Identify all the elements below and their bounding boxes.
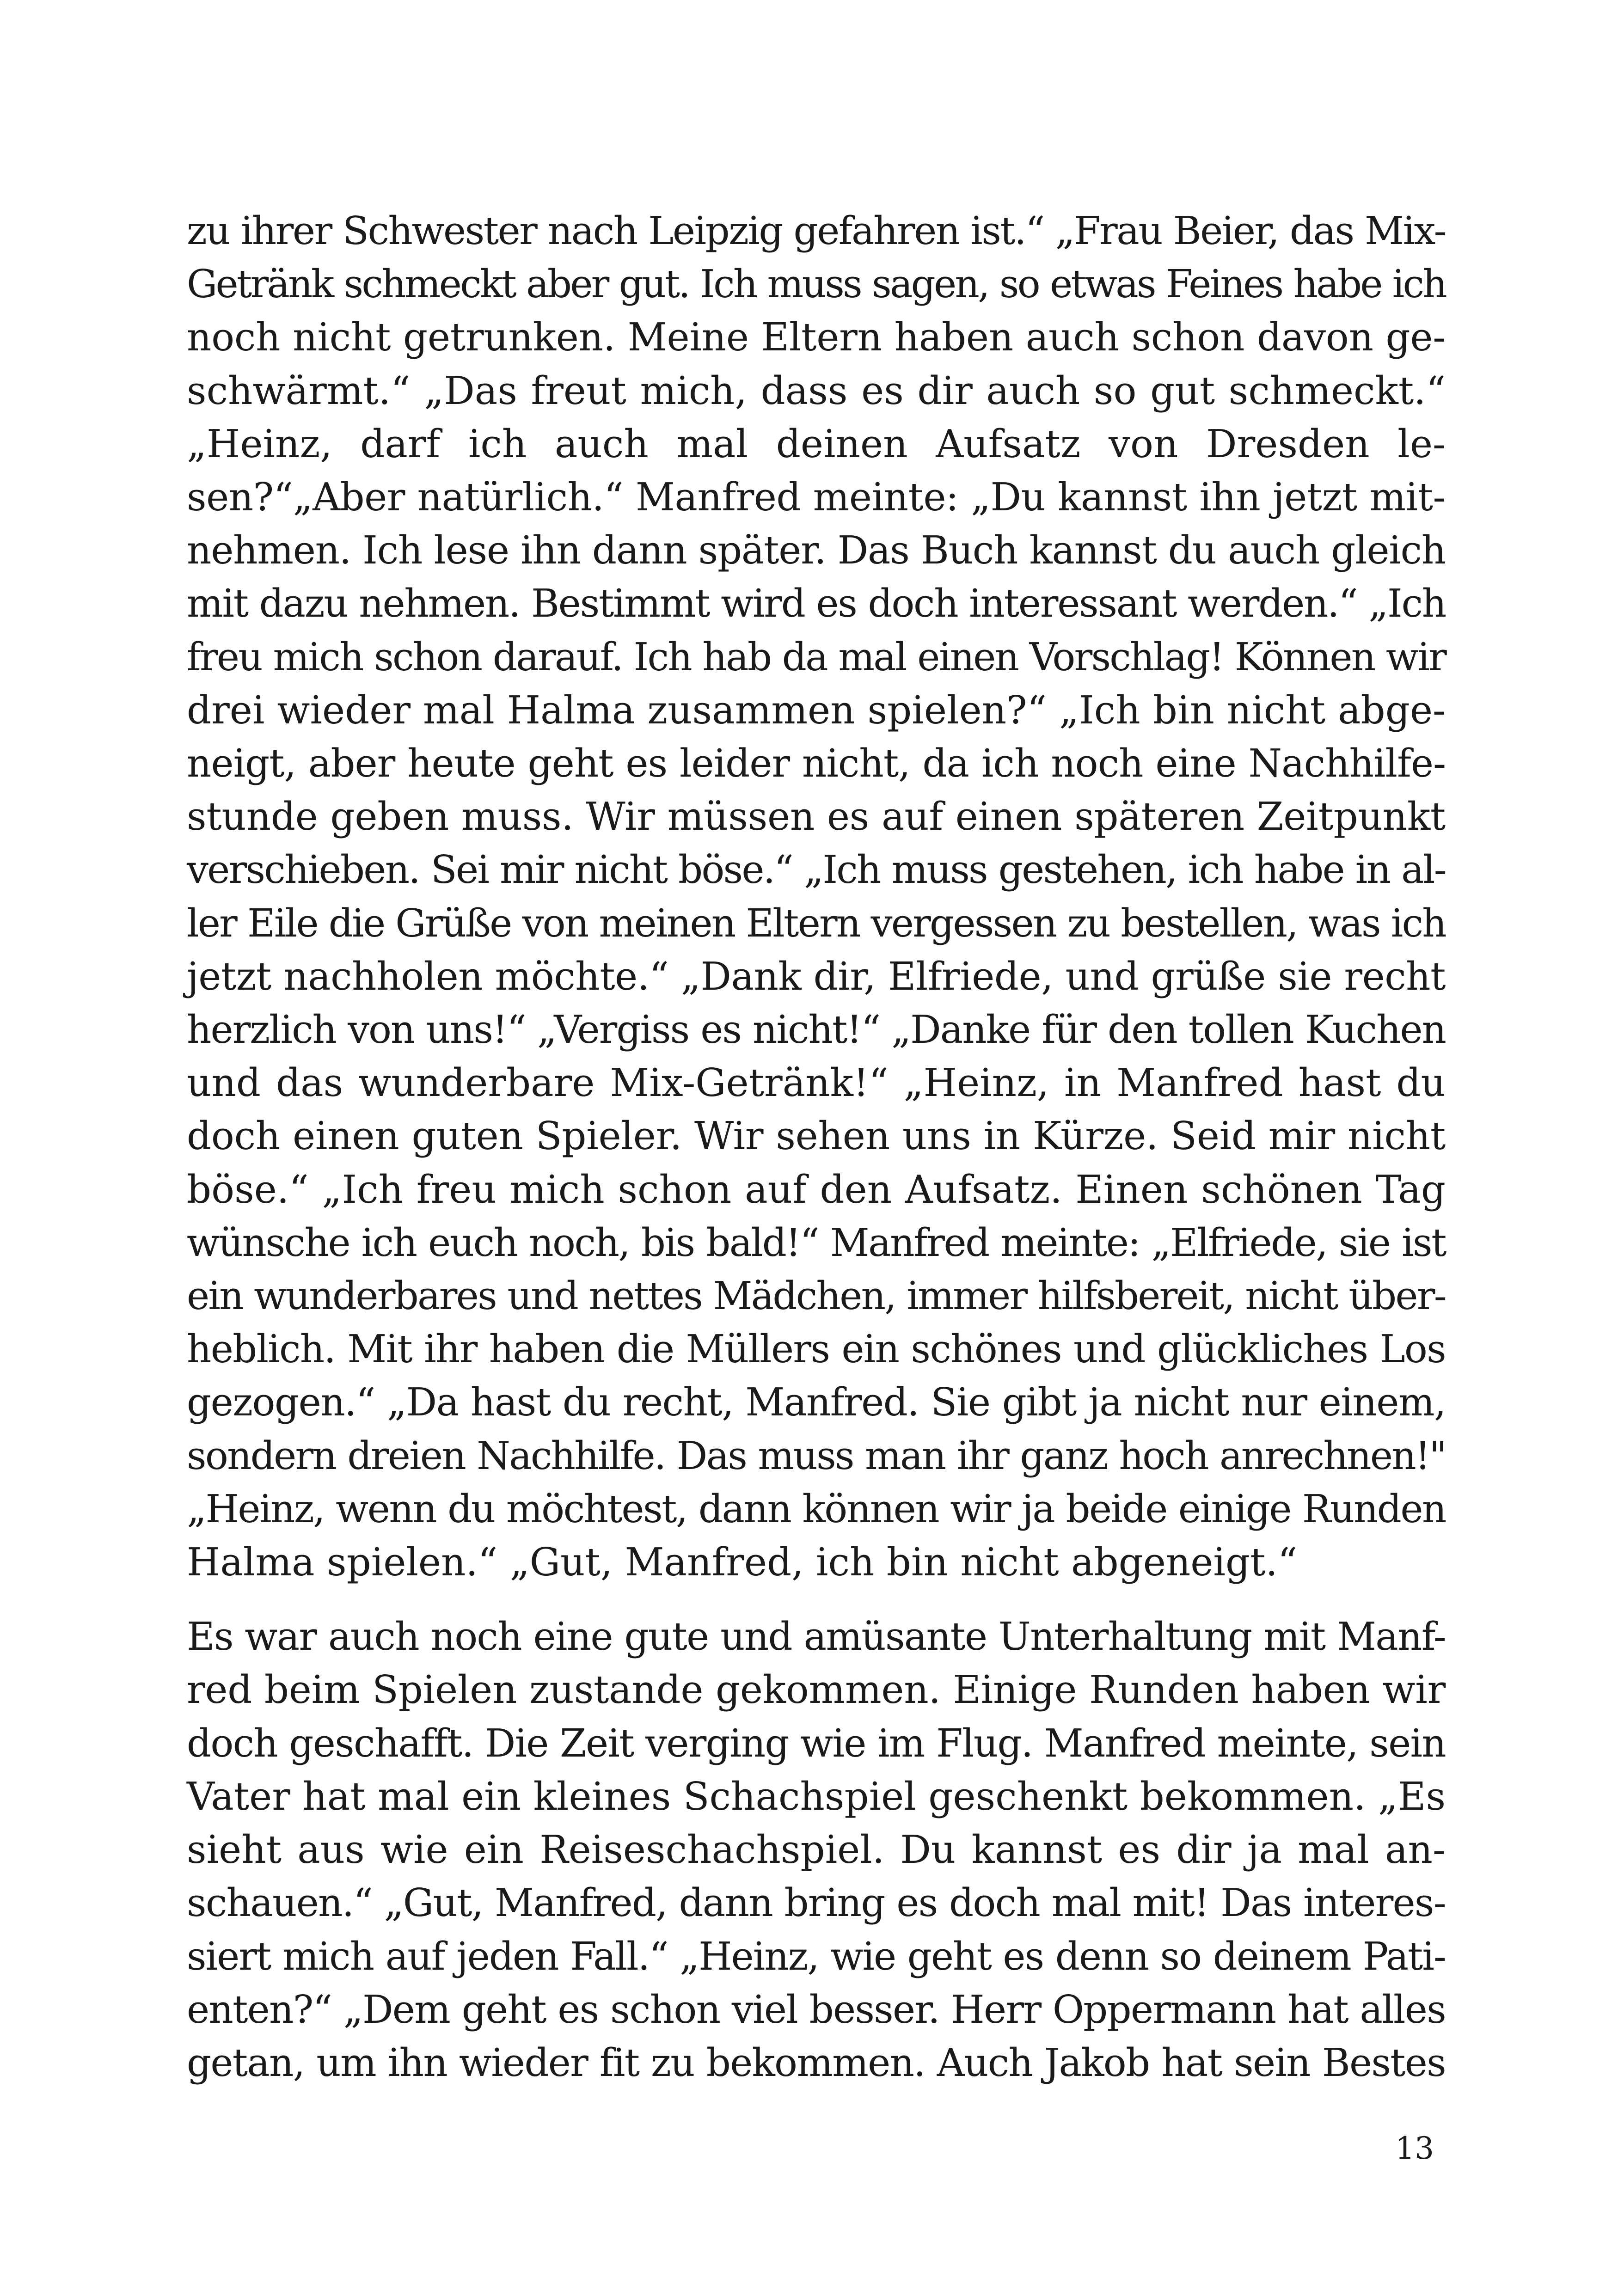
text-line: getan, um ihn wieder fit zu bekommen. Auch Jakob hat sein Bestes: [187, 2040, 1446, 2085]
text-line: nehmen. Ich lese ihn dann später. Das Buch kannst du auch gleich: [187, 528, 1446, 573]
text-line: enten?“ „Dem geht es schon viel besser. Herr Oppermann hat alles: [187, 1987, 1446, 2032]
text-line: schauen.“ „Gut, Manfred, dann bring es doch mal mit! Das interes-: [187, 1880, 1446, 1926]
text-line: sieht aus wie ein Reiseschachspiel. Du kannst es dir ja mal an-: [187, 1827, 1446, 1873]
text-line: noch nicht getrunken. Meine Eltern haben auch schon davon ge-: [187, 315, 1446, 360]
paragraph-1: [187, 204, 1446, 1589]
text-line: drei wieder mal Halma zusammen spielen?“ „Ich bin nicht abge-: [187, 687, 1446, 733]
text-line: siert mich auf jeden Fall.“ „Heinz, wie geht es denn so deinem Pati-: [187, 1934, 1446, 1979]
text-line: Vater hat mal ein kleines Schachspiel geschenkt bekommen. „Es: [187, 1774, 1446, 1819]
text-line: wünsche ich euch noch, bis bald!“ Manfred meinte: „Elfriede, sie ist: [187, 1220, 1446, 1265]
text-line: Es war auch noch eine gute und amüsante Unterhaltung mit Manf-: [187, 1614, 1446, 1659]
paragraph-2: [187, 1610, 1446, 2089]
text-line: „Heinz, wenn du möchtest, dann können wir ja beide einige Runden: [187, 1486, 1446, 1531]
text-line: neigt, aber heute geht es leider nicht, da ich noch eine Nachhilfe-: [187, 741, 1446, 786]
text-line: ler Eile die Grüße von meinen Eltern vergessen zu bestellen, was ich: [187, 900, 1446, 946]
text-line: doch geschafft. Die Zeit verging wie im Flug. Manfred meinte, sein: [187, 1720, 1446, 1766]
body-text: [187, 204, 1446, 2089]
text-line: mit dazu nehmen. Bestimmt wird es doch interessant werden.“ „Ich: [187, 581, 1446, 626]
text-line: „Heinz, darf ich auch mal deinen Aufsatz von Dresden le-: [187, 421, 1446, 466]
text-line: red beim Spielen zustande gekommen. Einige Runden haben wir: [187, 1667, 1446, 1713]
text-line: ein wunderbares und nettes Mädchen, immer hilfsbereit, nicht über-: [187, 1274, 1446, 1319]
text-line: zu ihrer Schwester nach Leipzig gefahren ist.“ „Frau Beier, das Mix-: [187, 208, 1446, 253]
text-line: gezogen.“ „Da hast du recht, Manfred. Sie gibt ja nicht nur einem,: [187, 1380, 1446, 1425]
text-line: sondern dreien Nachhilfe. Das muss man ihr ganz hoch anrechnen!": [187, 1433, 1446, 1478]
text-line: sen?“„Aber natürlich.“ Manfred meinte: „Du kannst ihn jetzt mit-: [187, 475, 1446, 520]
text-line: freu mich schon darauf. Ich hab da mal einen Vorschlag! Können wir: [187, 634, 1446, 680]
text-line: doch einen guten Spieler. Wir sehen uns in Kürze. Seid mir nicht: [187, 1114, 1446, 1159]
text-line: schwärmt.“ „Das freut mich, dass es dir auch so gut schmeckt.“: [187, 368, 1446, 413]
text-line: und das wunderbare Mix-Getränk!“ „Heinz, in Manfred hast du: [187, 1060, 1446, 1106]
text-line: Getränk schmeckt aber gut. Ich muss sagen, so etwas Feines habe ich: [187, 262, 1446, 307]
text-line: jetzt nachholen möchte.“ „Dank dir, Elfriede, und grüße sie recht: [187, 954, 1446, 999]
text-line: heblich. Mit ihr haben die Müllers ein schönes und glückliches Los: [187, 1327, 1446, 1372]
paragraph-spacer: [187, 1589, 1446, 1610]
text-line: Halma spielen.“ „Gut, Manfred, ich bin nicht abgeneigt.“: [187, 1540, 1298, 1585]
page-number: 13: [1395, 2131, 1434, 2166]
text-line: herzlich von uns!“ „Vergiss es nicht!“ „Danke für den tollen Kuchen: [187, 1007, 1446, 1053]
text-line: böse.“ „Ich freu mich schon auf den Aufsatz. Einen schönen Tag: [187, 1167, 1446, 1212]
text-line: verschieben. Sei mir nicht böse.“ „Ich muss gestehen, ich habe in al-: [187, 847, 1446, 893]
text-line: stunde geben muss. Wir müssen es auf einen späteren Zeitpunkt: [187, 794, 1446, 839]
